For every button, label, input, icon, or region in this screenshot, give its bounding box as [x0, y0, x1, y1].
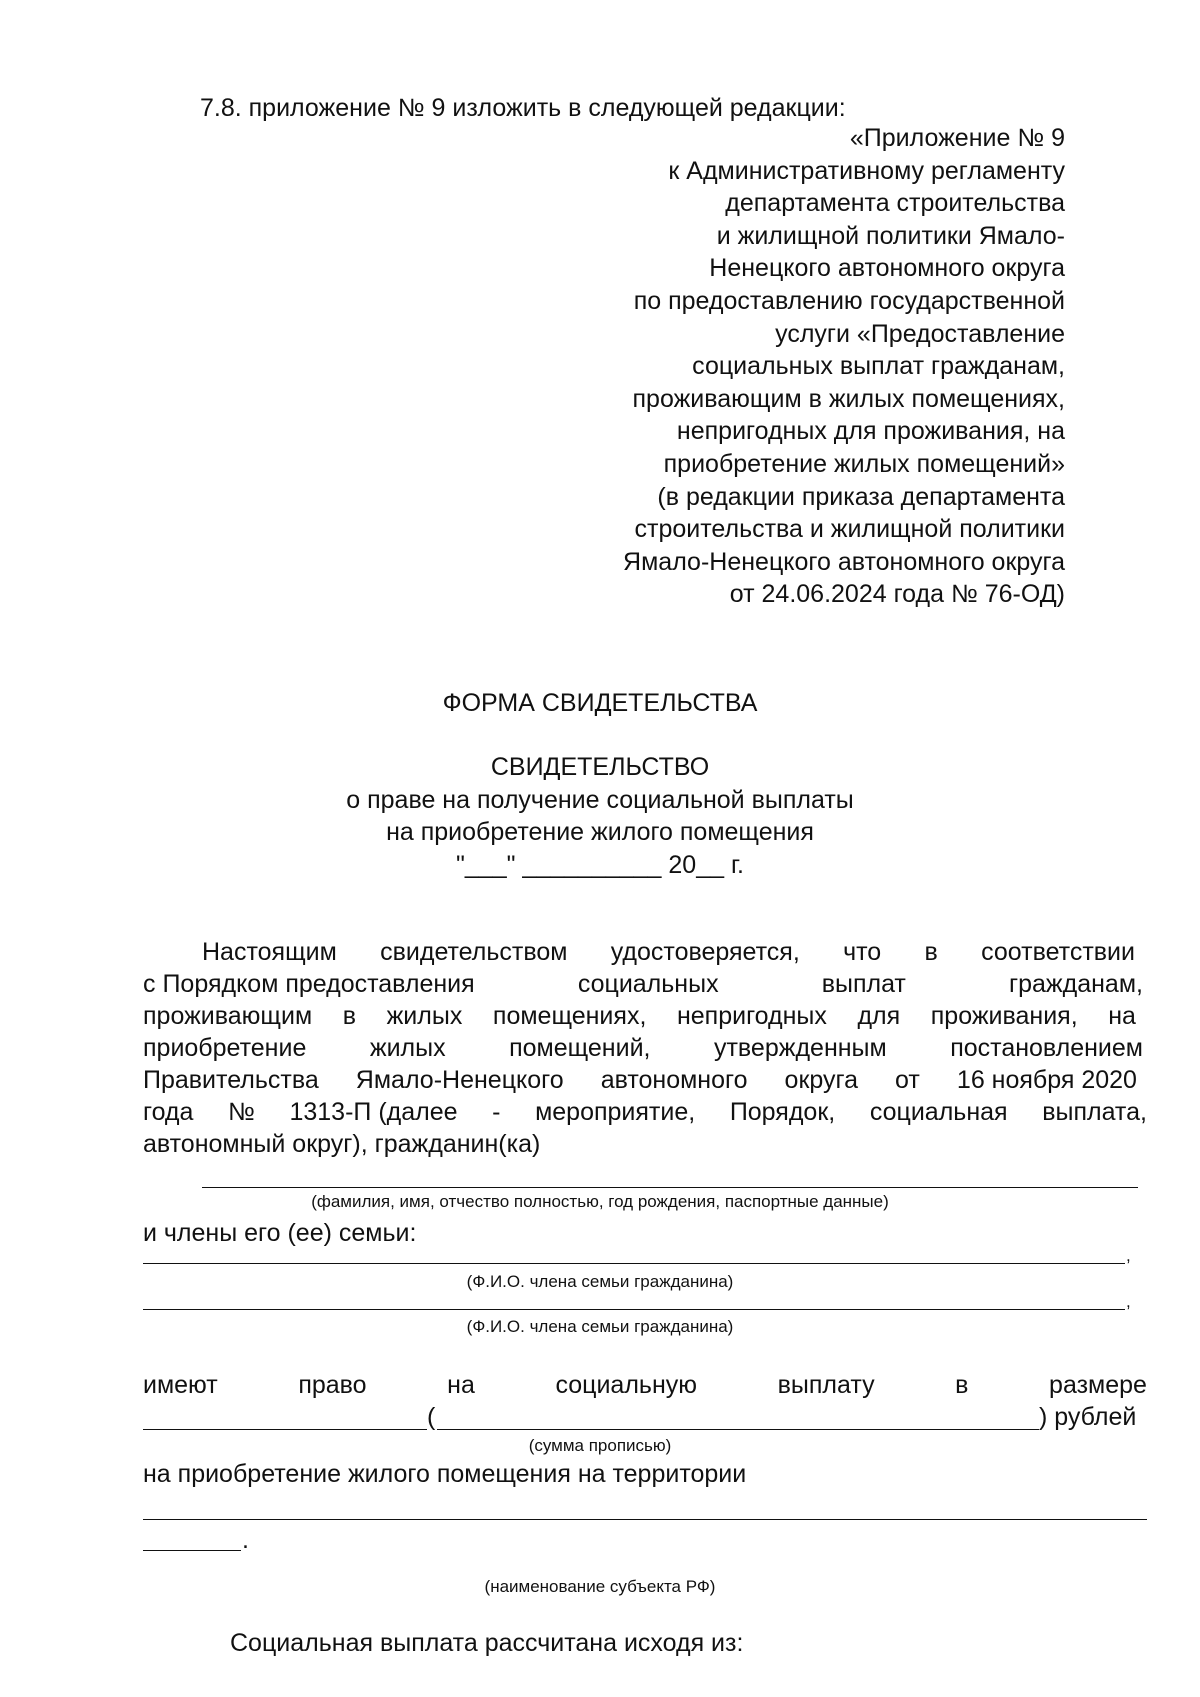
sum-open-paren: (	[427, 1403, 436, 1431]
appendix-line: приобретение жилых помещений»	[663, 449, 1065, 478]
citizen-caption: (фамилия, имя, отчество полностью, год рождения, паспортные данные)	[311, 1192, 889, 1211]
territory-text: на приобретение жилого помещения на территории	[143, 1460, 747, 1488]
paragraph-line: года № 1313-П (далее - мероприятие, Порядок, социальная выплата,	[143, 1098, 1147, 1126]
territory-fill-line	[143, 1519, 1147, 1520]
certificate-date: "___" __________ 20__ г.	[456, 851, 744, 879]
appendix-line: строительства и жилищной политики	[634, 515, 1065, 544]
sum-caption: (сумма прописью)	[528, 1436, 672, 1455]
territory-period: .	[242, 1526, 249, 1554]
calculation-basis-text: Социальная выплата рассчитана исходя из:	[230, 1629, 744, 1657]
sum-digits-line	[143, 1429, 427, 1430]
sum-rubles: ) рублей	[1039, 1403, 1137, 1431]
appendix-line: Ненецкого автономного округа	[709, 254, 1065, 283]
intro-text: 7.8. приложение № 9 изложить в следующей редакции:	[200, 94, 846, 122]
appendix-line: непригодных для проживания, на	[676, 417, 1065, 446]
appendix-line: Ямало-Ненецкого автономного округа	[623, 547, 1065, 576]
family-member-comma: ,	[1126, 1246, 1131, 1265]
appendix-line: проживающим в жилых помещениях,	[632, 384, 1065, 413]
appendix-line: (в редакции приказа департамента	[657, 482, 1065, 511]
appendix-line: к Административному регламенту	[668, 156, 1065, 185]
paragraph-line-last: автономный округ), гражданин(ка)	[143, 1130, 541, 1158]
form-title: ФОРМА СВИДЕТЕЛЬСТВА	[442, 689, 758, 717]
subject-caption: (наименование субъекта РФ)	[484, 1577, 716, 1596]
family-member-line	[143, 1309, 1125, 1310]
sum-words-line	[437, 1429, 1039, 1430]
certificate-title: СВИДЕТЕЛЬСТВО	[490, 753, 710, 781]
appendix-line: социальных выплат гражданам,	[692, 352, 1065, 381]
citizen-fill-line	[202, 1187, 1138, 1188]
appendix-line: «Приложение № 9	[849, 124, 1065, 152]
paragraph-line: Правительства Ямало-Ненецкого автономного округа от 16 ноября 2020	[143, 1066, 1137, 1094]
family-member-caption: (Ф.И.О. члена семьи гражданина)	[466, 1317, 734, 1336]
family-member-line	[143, 1263, 1125, 1264]
paragraph-line: Настоящим свидетельством удостоверяется, что в соответствии	[202, 938, 1135, 966]
right-to-payment-line: имеют право на социальную выплату в размере	[143, 1371, 1147, 1399]
family-label: и члены его (ее) семьи:	[143, 1219, 417, 1247]
paragraph-line: проживающим в жилых помещениях, непригодных для проживания, на	[143, 1002, 1136, 1030]
appendix-line: и жилищной политики Ямало-	[716, 221, 1065, 250]
family-member-comma: ,	[1126, 1292, 1131, 1311]
appendix-line: департамента строительства	[725, 189, 1065, 218]
paragraph-line: с Порядком предоставления социальных выплат гражданам,	[143, 970, 1143, 998]
territory-fill-line-short	[143, 1550, 241, 1551]
appendix-line: услуги «Предоставление	[775, 319, 1065, 348]
family-member-caption: (Ф.И.О. члена семьи гражданина)	[466, 1272, 734, 1291]
appendix-header	[623, 122, 1065, 611]
paragraph-line: приобретение жилых помещений, утвержденным постановлением	[143, 1034, 1143, 1062]
appendix-line: по предоставлению государственной	[633, 286, 1065, 315]
certificate-subtitle-2: на приобретение жилого помещения	[386, 818, 814, 846]
certificate-subtitle-1: о праве на получение социальной выплаты	[346, 786, 854, 814]
appendix-line: от 24.06.2024 года № 76-ОД)	[729, 580, 1065, 609]
